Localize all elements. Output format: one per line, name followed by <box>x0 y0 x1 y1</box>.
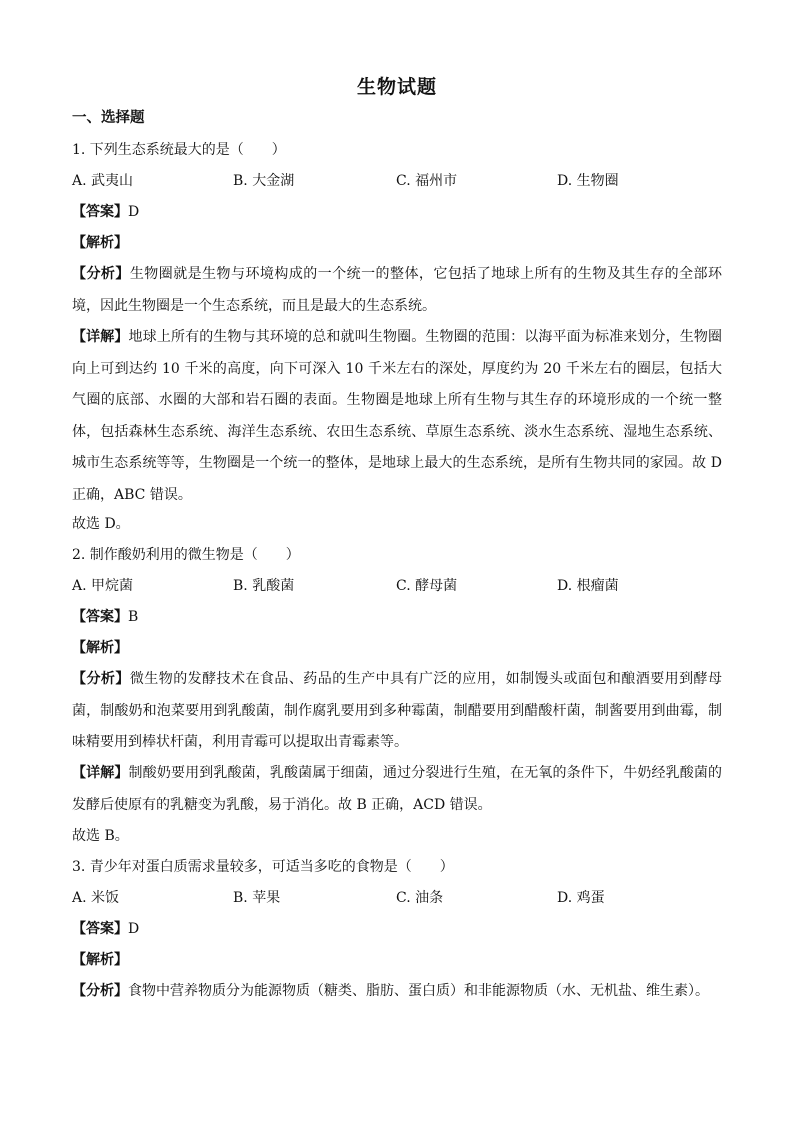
question-2-fenxi <box>72 664 722 759</box>
fenxi-text: 生物圈就是生物与环境构成的一个统一的整体，它包括了地球上所有的生物及其生存的全部环境，因此生物圈是一个生态系统，而且是最大的生态系统。 <box>72 266 723 314</box>
answer-tag: 【答案】 <box>72 609 128 625</box>
question-3-fenxi <box>72 976 722 1008</box>
question-2-options <box>72 576 722 596</box>
q3-option-c: C. 油条 <box>396 890 444 906</box>
q1-option-d: D. 生物圈 <box>557 173 619 189</box>
question-2-conclusion: 故选 B。 <box>72 828 129 844</box>
question-2-xiangjie <box>72 758 722 821</box>
q2-option-d: D. 根瘤菌 <box>557 578 619 594</box>
xiangjie-text: 地球上所有的生物与其环境的总和就叫生物圈。生物圈的范围：以海平面为标准来划分，生物圈向上可到达约 10 千米的高度，向下可深入 10 千米左右的深处，厚度约为 20 千米左右的圈层，包括大气圈的底部、水圈的大部和岩石圈的表面。生物圈是地球上所有生物与其生存的环境形成的一个统一整体，包括森林生态系统、海洋生态系统、农田生态系统、草原生态系统、淡水生态系统、湿地生态系统、城市生态系统等等，生物圈是一个统一的整体，是地球上最大的生态系统，是所有生物共同的家园。故 D 正确，ABC 错误。 <box>72 329 723 503</box>
fenxi-tag: 【分析】 <box>72 671 130 687</box>
q3-option-b: B. 苹果 <box>233 890 281 906</box>
xiangjie-tag: 【详解】 <box>72 765 129 781</box>
fenxi-tag: 【分析】 <box>72 266 130 282</box>
section-heading: 一、选择题 <box>72 110 145 126</box>
fenxi-text: 食物中营养物质分为能源物质（糖类、脂肪、蛋白质）和非能源物质（水、无机盐、维生素）。 <box>128 983 709 999</box>
question-1-options <box>72 171 722 191</box>
question-2-stem: 2. 制作酸奶利用的微生物是（ ） <box>72 547 300 563</box>
q1-option-b: B. 大金湖 <box>233 173 295 189</box>
xiangjie-tag: 【详解】 <box>72 329 129 345</box>
answer-value: D <box>128 204 140 220</box>
question-1-analysis-heading: 【解析】 <box>72 235 128 251</box>
answer-value: B <box>128 609 139 625</box>
answer-tag: 【答案】 <box>72 204 128 220</box>
question-1-xiangjie <box>72 322 722 511</box>
answer-tag: 【答案】 <box>72 921 128 937</box>
page-title: 生物试题 <box>356 76 437 98</box>
question-1-conclusion: 故选 D。 <box>72 516 130 532</box>
answer-value: D <box>128 921 140 937</box>
q3-option-d: D. 鸡蛋 <box>557 890 605 906</box>
fenxi-text: 微生物的发酵技术在食品、药品的生产中具有广泛的应用，如制馒头或面包和酿酒要用到酵母菌，制酸奶和泡菜要用到乳酸菌，制作腐乳要用到多种霉菌，制醋要用到醋酸杆菌，制酱要用到曲霉，制味精要用到棒状杆菌，利用青霉可以提取出青霉素等。 <box>72 671 723 750</box>
q2-option-c: C. 酵母菌 <box>396 578 458 594</box>
question-1-answer <box>72 202 722 222</box>
q2-option-b: B. 乳酸菌 <box>233 578 295 594</box>
xiangjie-text: 制酸奶要用到乳酸菌，乳酸菌属于细菌，通过分裂进行生殖，在无氧的条件下，牛奶经乳酸菌的发酵后使原有的乳糖变为乳酸，易于消化。故 B 正确，ACD 错误。 <box>72 765 723 813</box>
fenxi-tag: 【分析】 <box>72 983 128 999</box>
q1-option-a: A. 武夷山 <box>72 173 134 189</box>
question-3-stem: 3. 青少年对蛋白质需求量较多，可适当多吃的食物是（ ） <box>72 859 454 875</box>
q2-option-a: A. 甲烷菌 <box>72 578 134 594</box>
q3-option-a: A. 米饭 <box>72 890 120 906</box>
q1-option-c: C. 福州市 <box>396 173 458 189</box>
question-2-analysis-heading: 【解析】 <box>72 640 128 656</box>
question-1-fenxi <box>72 259 722 322</box>
question-3-analysis-heading: 【解析】 <box>72 952 128 968</box>
question-3-answer <box>72 919 722 939</box>
question-2-answer <box>72 607 722 627</box>
question-3-options <box>72 888 722 908</box>
question-1-stem: 1. 下列生态系统最大的是（ ） <box>72 142 286 158</box>
